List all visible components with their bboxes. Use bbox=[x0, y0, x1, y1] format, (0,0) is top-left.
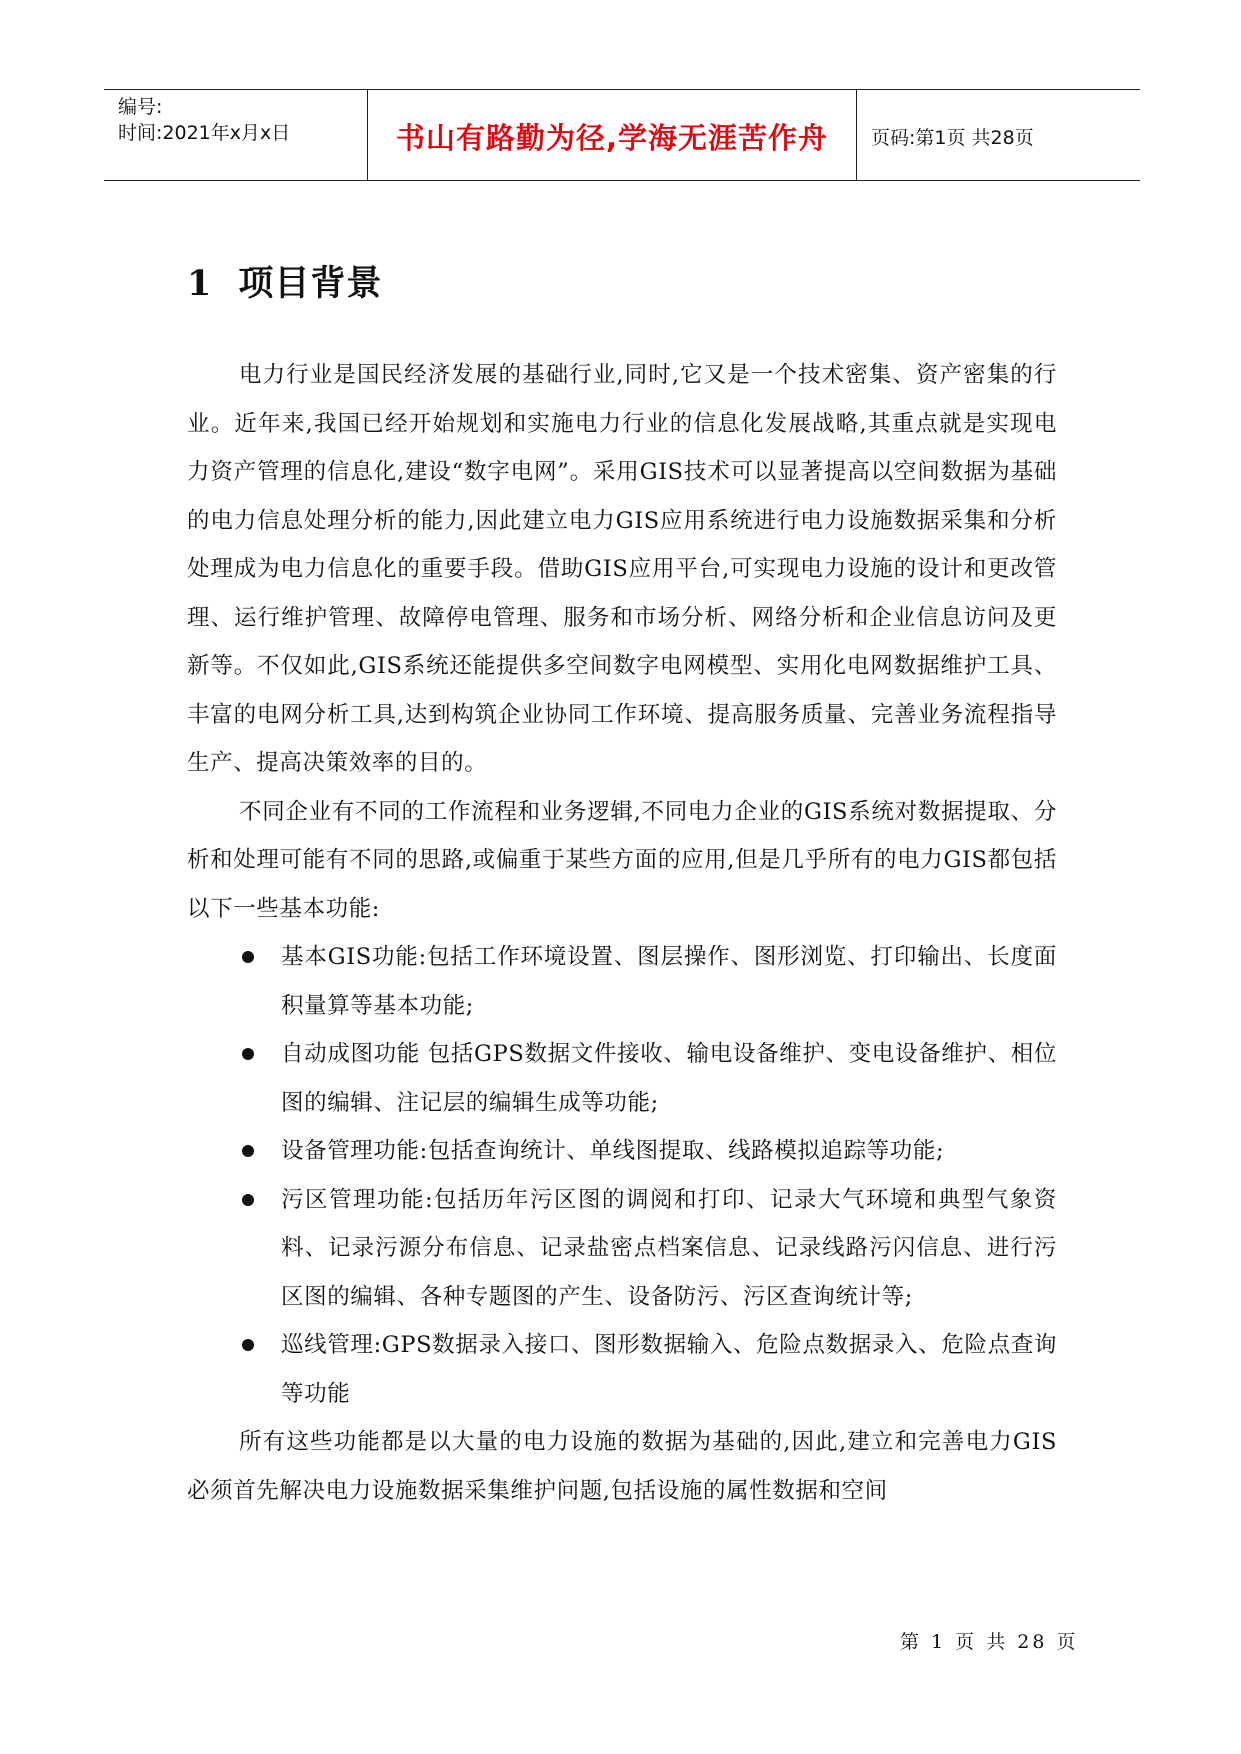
header-meta bbox=[104, 90, 368, 180]
bullet-icon bbox=[242, 1194, 254, 1206]
feature-text: 设备管理功能:包括查询统计、单线图提取、线路模拟追踪等功能; bbox=[281, 1138, 945, 1164]
bullet-icon bbox=[242, 1145, 254, 1157]
body-paragraph: 所有这些功能都是以大量的电力设施的数据为基础的,因此,建立和完善电力GIS必须首先解决电力设施数据采集维护问题,包括设施的属性数据和空间 bbox=[187, 1429, 1057, 1504]
page-footer: 第 1 页 共 28 页 bbox=[900, 1631, 1079, 1653]
feature-list-item bbox=[187, 1176, 1057, 1322]
section-title: 项目背景 bbox=[238, 264, 383, 304]
feature-list-item bbox=[187, 1321, 1057, 1418]
document-body bbox=[187, 351, 1057, 1515]
section-heading bbox=[187, 256, 382, 306]
bullet-icon bbox=[242, 1048, 254, 1060]
body-paragraph: 不同企业有不同的工作流程和业务逻辑,不同电力企业的GIS系统对数据提取、分析和处理可能有不同的思路,或偏重于某些方面的应用,但是几乎所有的电力GIS都包括以下一些基本功能: bbox=[187, 798, 1057, 922]
bullet-icon bbox=[242, 1339, 254, 1351]
page-header bbox=[104, 89, 1140, 181]
section-number: 1 bbox=[187, 263, 213, 304]
feature-text: 巡线管理:GPS数据录入接口、图形数据输入、危险点数据录入、危险点查询等功能 bbox=[281, 1332, 1057, 1407]
feature-list-item bbox=[187, 933, 1057, 1030]
feature-text: 污区管理功能:包括历年污区图的调阅和打印、记录大气环境和典型气象资料、记录污源分布信息、记录盐密点档案信息、记录线路污闪信息、进行污区图的编辑、各种专题图的产生、设备防污、污区查询统计等; bbox=[281, 1186, 1057, 1310]
bullet-icon bbox=[242, 951, 254, 963]
feature-list-item bbox=[187, 1030, 1057, 1127]
header-page-number: 页码:第1页 共28页 bbox=[871, 126, 1034, 149]
document-time-label: 时间:2021年x月x日 bbox=[118, 122, 291, 144]
header-motto: 书山有路勤为径,学海无涯苦作舟 bbox=[368, 90, 857, 180]
feature-list-item bbox=[187, 1127, 1057, 1176]
feature-text: 自动成图功能 包括GPS数据文件接收、输电设备维护、变电设备维护、相位图的编辑、注记层的编辑生成等功能; bbox=[281, 1041, 1057, 1116]
document-number-label: 编号: bbox=[118, 96, 163, 118]
feature-list bbox=[187, 933, 1057, 1418]
body-paragraph: 电力行业是国民经济发展的基础行业,同时,它又是一个技术密集、资产密集的行业。近年来,我国已经开始规划和实施电力行业的信息化发展战略,其重点就是实现电力资产管理的信息化,建设“数字电网”。采用GIS技术可以显著提高以空间数据为基础的电力信息处理分析的能力,因此建立电力GIS应用系统进行电力设施数据采集和分析处理成为电力信息化的重要手段。借助GIS应用平台,可实现电力设施的设计和更改管理、运行维护管理、故障停电管理、服务和市场分析、网络分析和企业信息访问及更新等。不仅如此,GIS系统还能提供多空间数字电网模型、实用化电网数据维护工具、丰富的电网分析工具,达到构筑企业协同工作环境、提高服务质量、完善业务流程指导生产、提高决策效率的目的。 bbox=[187, 362, 1057, 776]
feature-text: 基本GIS功能:包括工作环境设置、图层操作、图形浏览、打印输出、长度面积量算等基本功能; bbox=[281, 944, 1057, 1019]
